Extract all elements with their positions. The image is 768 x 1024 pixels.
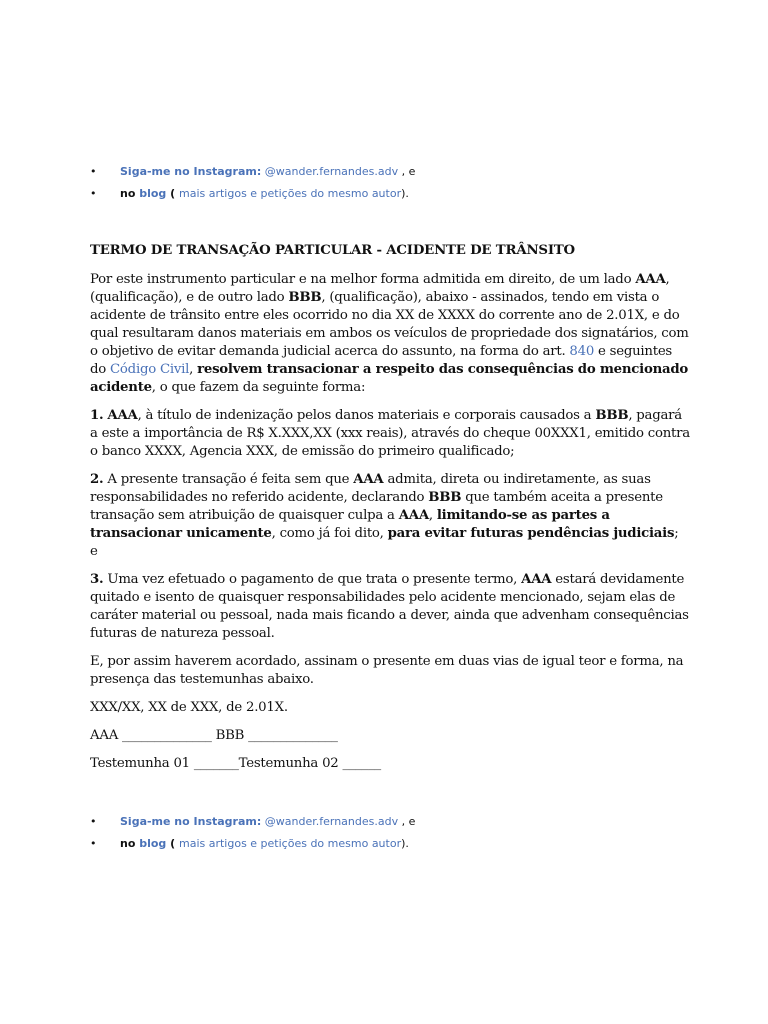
clause-2: 2. A presente transação é feita sem que AAA admita, direta ou indiretamente, as suas responsabilidades no referido acidente, declarando BBB que também aceita a presente transação sem atribuição de quaisquer culpa a AAA, limitando-se as partes a transacionar unicamente, como já foi dito, para evitar futuras pendências judiciais; e [90,472,679,559]
instagram-handle-link[interactable]: @wander.fernandes.adv [264,165,399,178]
blog-prefix: no [120,187,140,200]
blog-close: ). [401,837,409,850]
bullet-dot: • [90,837,97,850]
instagram-label: Siga-me no Instagram: [120,165,262,178]
bullet-dot: • [90,187,97,200]
instagram-suffix: , e [398,815,416,828]
date-line: XXX/XX, XX de XXX, de 2.01X. [90,700,288,715]
article-840-link[interactable]: 840 [569,344,595,359]
blog-link[interactable]: blog [139,837,167,850]
bullet-dot: • [90,165,97,178]
party-signatures: AAA ______________ BBB ______________ [90,728,338,743]
instagram-bullet [90,811,415,833]
contract-body [90,242,690,783]
social-links-bottom [90,811,415,855]
social-links-top [90,161,415,205]
instagram-handle-link[interactable]: @wander.fernandes.adv [264,815,399,828]
blog-paren-open: ( [166,187,179,200]
blog-description-link[interactable]: mais artigos e petições do mesmo autor [178,187,402,200]
blog-close: ). [401,187,409,200]
blog-bullet [90,833,415,855]
instagram-suffix: , e [398,165,416,178]
closing-paragraph: E, por assim haverem acordado, assinam o presente em duas vias de igual teor e forma, na presença das testemunhas abaixo. [90,654,684,687]
bullet-dot: • [90,815,97,828]
intro-paragraph: Por este instrumento particular e na melhor forma admitida em direito, de um lado AAA, (qualificação), e de outro lado BBB, (qualificação), abaixo - assinados, tendo em vista o acidente de trânsito entre eles ocorrido no dia XX de XXXX do corrente ano de 2.01X, e do qual resultaram danos materiais em ambos os veículos de propriedade dos signatários, com o objetivo de evitar demanda judicial acerca do assunto, na forma do art. 840 e seguintes do Código Civil, resolvem transacionar a respeito das consequências do mencionado acidente, o que fazem da seguinte forma: [90,272,689,395]
instagram-label: Siga-me no Instagram: [120,815,262,828]
blog-prefix: no [120,837,140,850]
instagram-bullet [90,161,415,183]
witness-signatures: Testemunha 01 _______Testemunha 02 ______ [90,756,381,771]
blog-paren-open: ( [166,837,179,850]
blog-link[interactable]: blog [139,187,167,200]
blog-description-link[interactable]: mais artigos e petições do mesmo autor [178,837,402,850]
blog-bullet [90,183,415,205]
clause-3: 3. Uma vez efetuado o pagamento de que trata o presente termo, AAA estará devidamente quitado e isento de quaisquer responsabilidades pelo acidente mencionado, sejam elas de caráter material ou pessoal, nada mais ficando a dever, ainda que advenham consequências futuras de natureza pessoal. [90,572,689,641]
civil-code-link[interactable]: Código Civil [110,362,190,377]
contract-title: TERMO DE TRANSAÇÃO PARTICULAR - ACIDENTE DE TRÂNSITO [90,243,575,258]
clause-1: 1. AAA, à título de indenização pelos danos materiais e corporais causados a BBB, pagará a este a importância de R$ X.XXX,XX (xxx reais), através do cheque 00XXX1, emitido contra o banco XXXX, Agencia XXX, de emissão do primeiro qualificado; [90,408,690,459]
